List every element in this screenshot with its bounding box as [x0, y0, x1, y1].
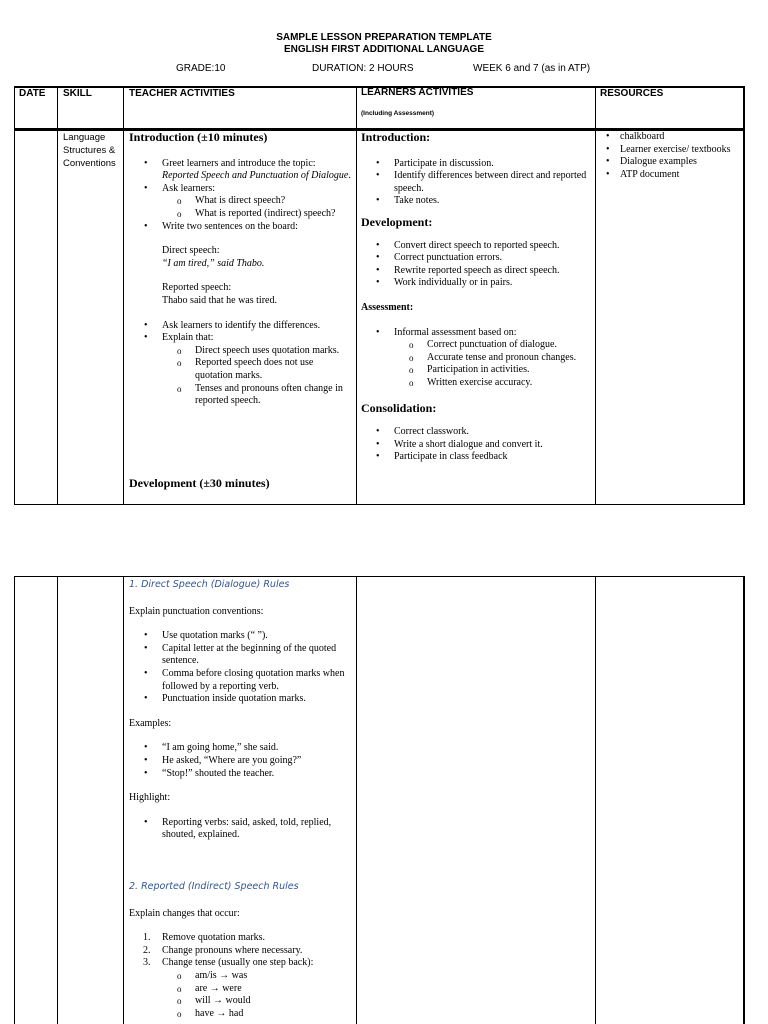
learners-assessment-heading: Assessment:	[361, 301, 414, 313]
reported-speech-example: Thabo said that he was tired.	[162, 294, 277, 306]
sub-list-item: o Written exercise accuracy.	[361, 377, 593, 390]
column-header-teacher: TEACHER ACTIVITIES	[129, 88, 235, 99]
direct-speech-example: “I am tired,” said Thabo.	[162, 257, 265, 269]
list-item: • “I am going home,” she said.	[129, 742, 353, 755]
list-item: • Comma before closing quotation marks when followed by a reporting verb.	[129, 668, 353, 693]
sub-list-item: o Participation in activities.	[361, 364, 593, 377]
list-item: • Rewrite reported speech as direct speech.	[361, 265, 593, 278]
column-header-learners-note: (Including Assessment)	[361, 110, 435, 117]
column-header-date: DATE	[19, 88, 46, 99]
learners-development-heading: Development:	[361, 214, 433, 229]
resource-item: • Learner exercise/ textbooks	[600, 144, 740, 157]
sub-list-item: o Accurate tense and pronoun changes.	[361, 352, 593, 365]
list-item: • Convert direct speech to reported speech.	[361, 240, 593, 253]
sub-list-item: o will → would	[129, 995, 353, 1008]
list-item: • Write a short dialogue and convert it.	[361, 439, 593, 452]
reported-speech-label: Reported speech:	[162, 282, 232, 294]
list-item: • Correct punctuation errors.	[361, 252, 593, 265]
list-item: • Ask learners to identify the differences.	[129, 320, 353, 333]
sub-list-item: o What is reported (indirect) speech?	[129, 208, 353, 221]
list-item: • He asked, “Where are you going?”	[129, 755, 353, 768]
column-header-learners: LEARNERS ACTIVITIES	[361, 87, 474, 98]
list-item: • Write two sentences on the board:	[129, 221, 353, 234]
duration-label: DURATION: 2 HOURS	[312, 63, 414, 74]
sub-list-item: o What is direct speech?	[129, 195, 353, 208]
resource-item: • chalkboard	[600, 131, 740, 144]
list-item: • Informal assessment based on: o Correct punctuation of dialogue. o Accurate tense and pronoun changes. o Participation in activities. o Written exercise accuracy.	[361, 327, 593, 390]
grade-label: GRADE:10	[176, 63, 226, 74]
reported-speech-rules-heading: 2. Reported (Indirect) Speech Rules	[129, 881, 299, 892]
skill-line: Language	[63, 132, 106, 143]
numbered-item: 2. Change pronouns where necessary.	[143, 944, 303, 956]
list-item: • Use quotation marks (“ ”).	[129, 630, 353, 643]
list-item: • Participate in discussion.	[361, 158, 593, 171]
resource-item: • ATP document	[600, 169, 740, 182]
list-item: • Participate in class feedback	[361, 451, 593, 464]
highlight-label: Highlight:	[129, 792, 171, 804]
list-item: • Explain that: o Direct speech uses quotation marks. o Reported speech does not use quotation marks. o Tenses and pronouns often change in reported speech.	[129, 332, 353, 408]
skill-line: Conventions	[63, 158, 116, 169]
column-header-skill: SKILL	[63, 88, 92, 99]
list-item: • “Stop!” shouted the teacher.	[129, 768, 353, 781]
list-item: • Reporting verbs: said, asked, told, replied, shouted, explained.	[129, 817, 353, 842]
column-header-resources: RESOURCES	[600, 88, 664, 99]
direct-speech-rules-heading: 1. Direct Speech (Dialogue) Rules	[129, 579, 290, 590]
list-item: • Punctuation inside quotation marks.	[129, 693, 353, 706]
sub-list-item: o Tenses and pronouns often change in reported speech.	[129, 383, 353, 408]
explain-punctuation-label: Explain punctuation conventions:	[129, 605, 264, 617]
week-label: WEEK 6 and 7 (as in ATP)	[473, 63, 591, 74]
intro-heading: Introduction (±10 minutes)	[129, 130, 268, 144]
examples-label: Examples:	[129, 717, 172, 729]
document-title: SAMPLE LESSON PREPARATION TEMPLATE	[276, 32, 492, 43]
list-item: • Correct classwork.	[361, 426, 593, 439]
list-item: • Ask learners: o What is direct speech? o What is reported (indirect) speech?	[129, 183, 353, 221]
sub-list-item: o Correct punctuation of dialogue.	[361, 339, 593, 352]
changes-label: Explain changes that occur:	[129, 907, 240, 919]
skill-line: Structures &	[63, 145, 116, 156]
sub-list-item: o Direct speech uses quotation marks.	[129, 345, 353, 358]
document-subtitle: ENGLISH FIRST ADDITIONAL LANGUAGE	[284, 44, 484, 55]
numbered-item: 3. Change tense (usually one step back): o am/is → was o are → were o will → would o have → had	[129, 957, 353, 1020]
development-heading: Development (±30 minutes)	[129, 476, 270, 490]
resource-item: • Dialogue examples	[600, 156, 740, 169]
numbered-item: 1. Remove quotation marks.	[143, 932, 266, 944]
list-item: • Greet learners and introduce the topic: Reported Speech and Punctuation of Dialogue.	[129, 158, 353, 183]
sub-list-item: o Reported speech does not use quotation marks.	[129, 357, 353, 382]
list-item: • Identify differences between direct and reported speech.	[361, 170, 593, 195]
teacher-activities-cell-2	[129, 579, 353, 842]
learners-consolidation-heading: Consolidation:	[361, 400, 437, 415]
sub-list-item: o are → were	[129, 983, 353, 996]
list-item: • Work individually or in pairs.	[361, 277, 593, 290]
sub-list-item: o am/is → was	[129, 970, 353, 983]
reported-speech-section	[129, 881, 353, 1020]
list-item: • Capital letter at the beginning of the quoted sentence.	[129, 643, 353, 668]
learners-intro-heading: Introduction:	[361, 130, 431, 144]
direct-speech-label: Direct speech:	[162, 245, 220, 257]
list-item: • Take notes.	[361, 195, 593, 208]
sub-list-item: o have → had	[129, 1008, 353, 1021]
